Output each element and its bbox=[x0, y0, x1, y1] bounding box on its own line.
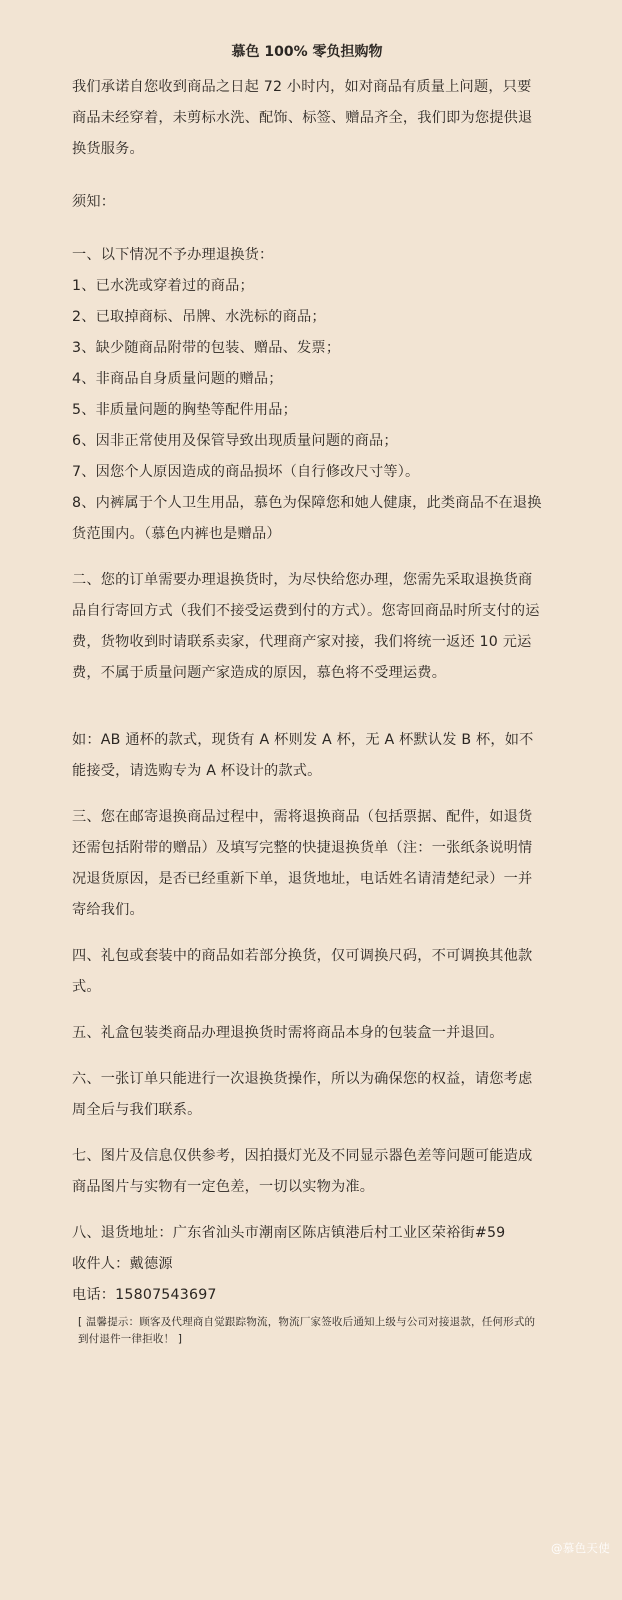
watermark: @慕色天使 bbox=[551, 1541, 610, 1555]
list-item: 3、缺少随商品附带的包装、赠品、发票； bbox=[72, 340, 341, 356]
list-item: 1、已水洗或穿着过的商品； bbox=[72, 278, 254, 294]
recipient-name: 收件人：戴德源 bbox=[72, 1256, 173, 1272]
page-title: 慕色 100% 零负担购物 bbox=[231, 44, 383, 60]
list-item: 7、因您个人原因造成的商品损坏（自行修改尺寸等）。 bbox=[72, 464, 420, 480]
section-1-heading: 一、以下情况不予办理退换货： bbox=[72, 247, 274, 263]
section-6-paragraph: 六、一张订单只能进行一次退换货操作，所以为确保您的权益，请您考虑周全后与我们联系。 bbox=[72, 1071, 533, 1118]
section-2-paragraph: 二、您的订单需要办理退换货时，为尽快给您办理，您需先采取退换货商品自行寄回方式（我们不接受运费到付的方式）。您寄回商品时所支付的运费，货物收到时请联系卖家，代理商产家对接，我们将统一返还 10 元运费，不属于质量问题产家造成的原因，慕色将不受理运费。 bbox=[72, 572, 540, 681]
list-item: 6、因非正常使用及保管导致出现质量问题的商品； bbox=[72, 433, 398, 449]
phone-number: 电话：15807543697 bbox=[72, 1287, 217, 1303]
list-item: 2、已取掉商标、吊牌、水洗标的商品； bbox=[72, 309, 326, 325]
section-3-paragraph: 三、您在邮寄退换商品过程中，需将退换商品（包括票据、配件，如退货还需包括附带的赠品）及填写完整的快捷退换货单（注：一张纸条说明情况退货原因，是否已经重新下单，退货地址，电话姓名请清楚纪录）一并寄给我们。 bbox=[72, 809, 533, 918]
return-address: 八、退货地址：广东省汕头市潮南区陈店镇港后村工业区荣裕街#59 bbox=[72, 1225, 506, 1241]
warm-tip: [ 温馨提示：顾客及代理商自觉跟踪物流，物流厂家签收后通知上级与公司对接退款，任何形式的到付退件一律拒收！ ] bbox=[78, 1316, 536, 1345]
section-5-paragraph: 五、礼盒包装类商品办理退换货时需将商品本身的包装盒一并退回。 bbox=[72, 1025, 504, 1041]
list-item: 8、内裤属于个人卫生用品，慕色为保障您和她人健康，此类商品不在退换货范围内。（慕色内裤也是赠品） bbox=[72, 495, 542, 542]
notice-heading: 须知： bbox=[72, 194, 116, 210]
cup-size-example: 如：AB 通杯的款式，现货有 A 杯则发 A 杯，无 A 杯默认发 B 杯，如不能接受，请选购专为 A 杯设计的款式。 bbox=[72, 732, 534, 779]
list-item: 4、非商品自身质量问题的赠品； bbox=[72, 371, 283, 387]
section-7-paragraph: 七、图片及信息仅供参考，因拍摄灯光及不同显示器色差等问题可能造成商品图片与实物有一定色差，一切以实物为准。 bbox=[72, 1148, 533, 1195]
list-item: 5、非质量问题的胸垫等配件用品； bbox=[72, 402, 298, 418]
section-4-paragraph: 四、礼包或套装中的商品如若部分换货，仅可调换尺码，不可调换其他款式。 bbox=[72, 948, 533, 995]
intro-paragraph: 我们承诺自您收到商品之日起 72 小时内，如对商品有质量上问题，只要商品未经穿着，未剪标水洗、配饰、标签、赠品齐全，我们即为您提供退换货服务。 bbox=[72, 79, 533, 157]
return-policy-document bbox=[72, 40, 542, 1348]
